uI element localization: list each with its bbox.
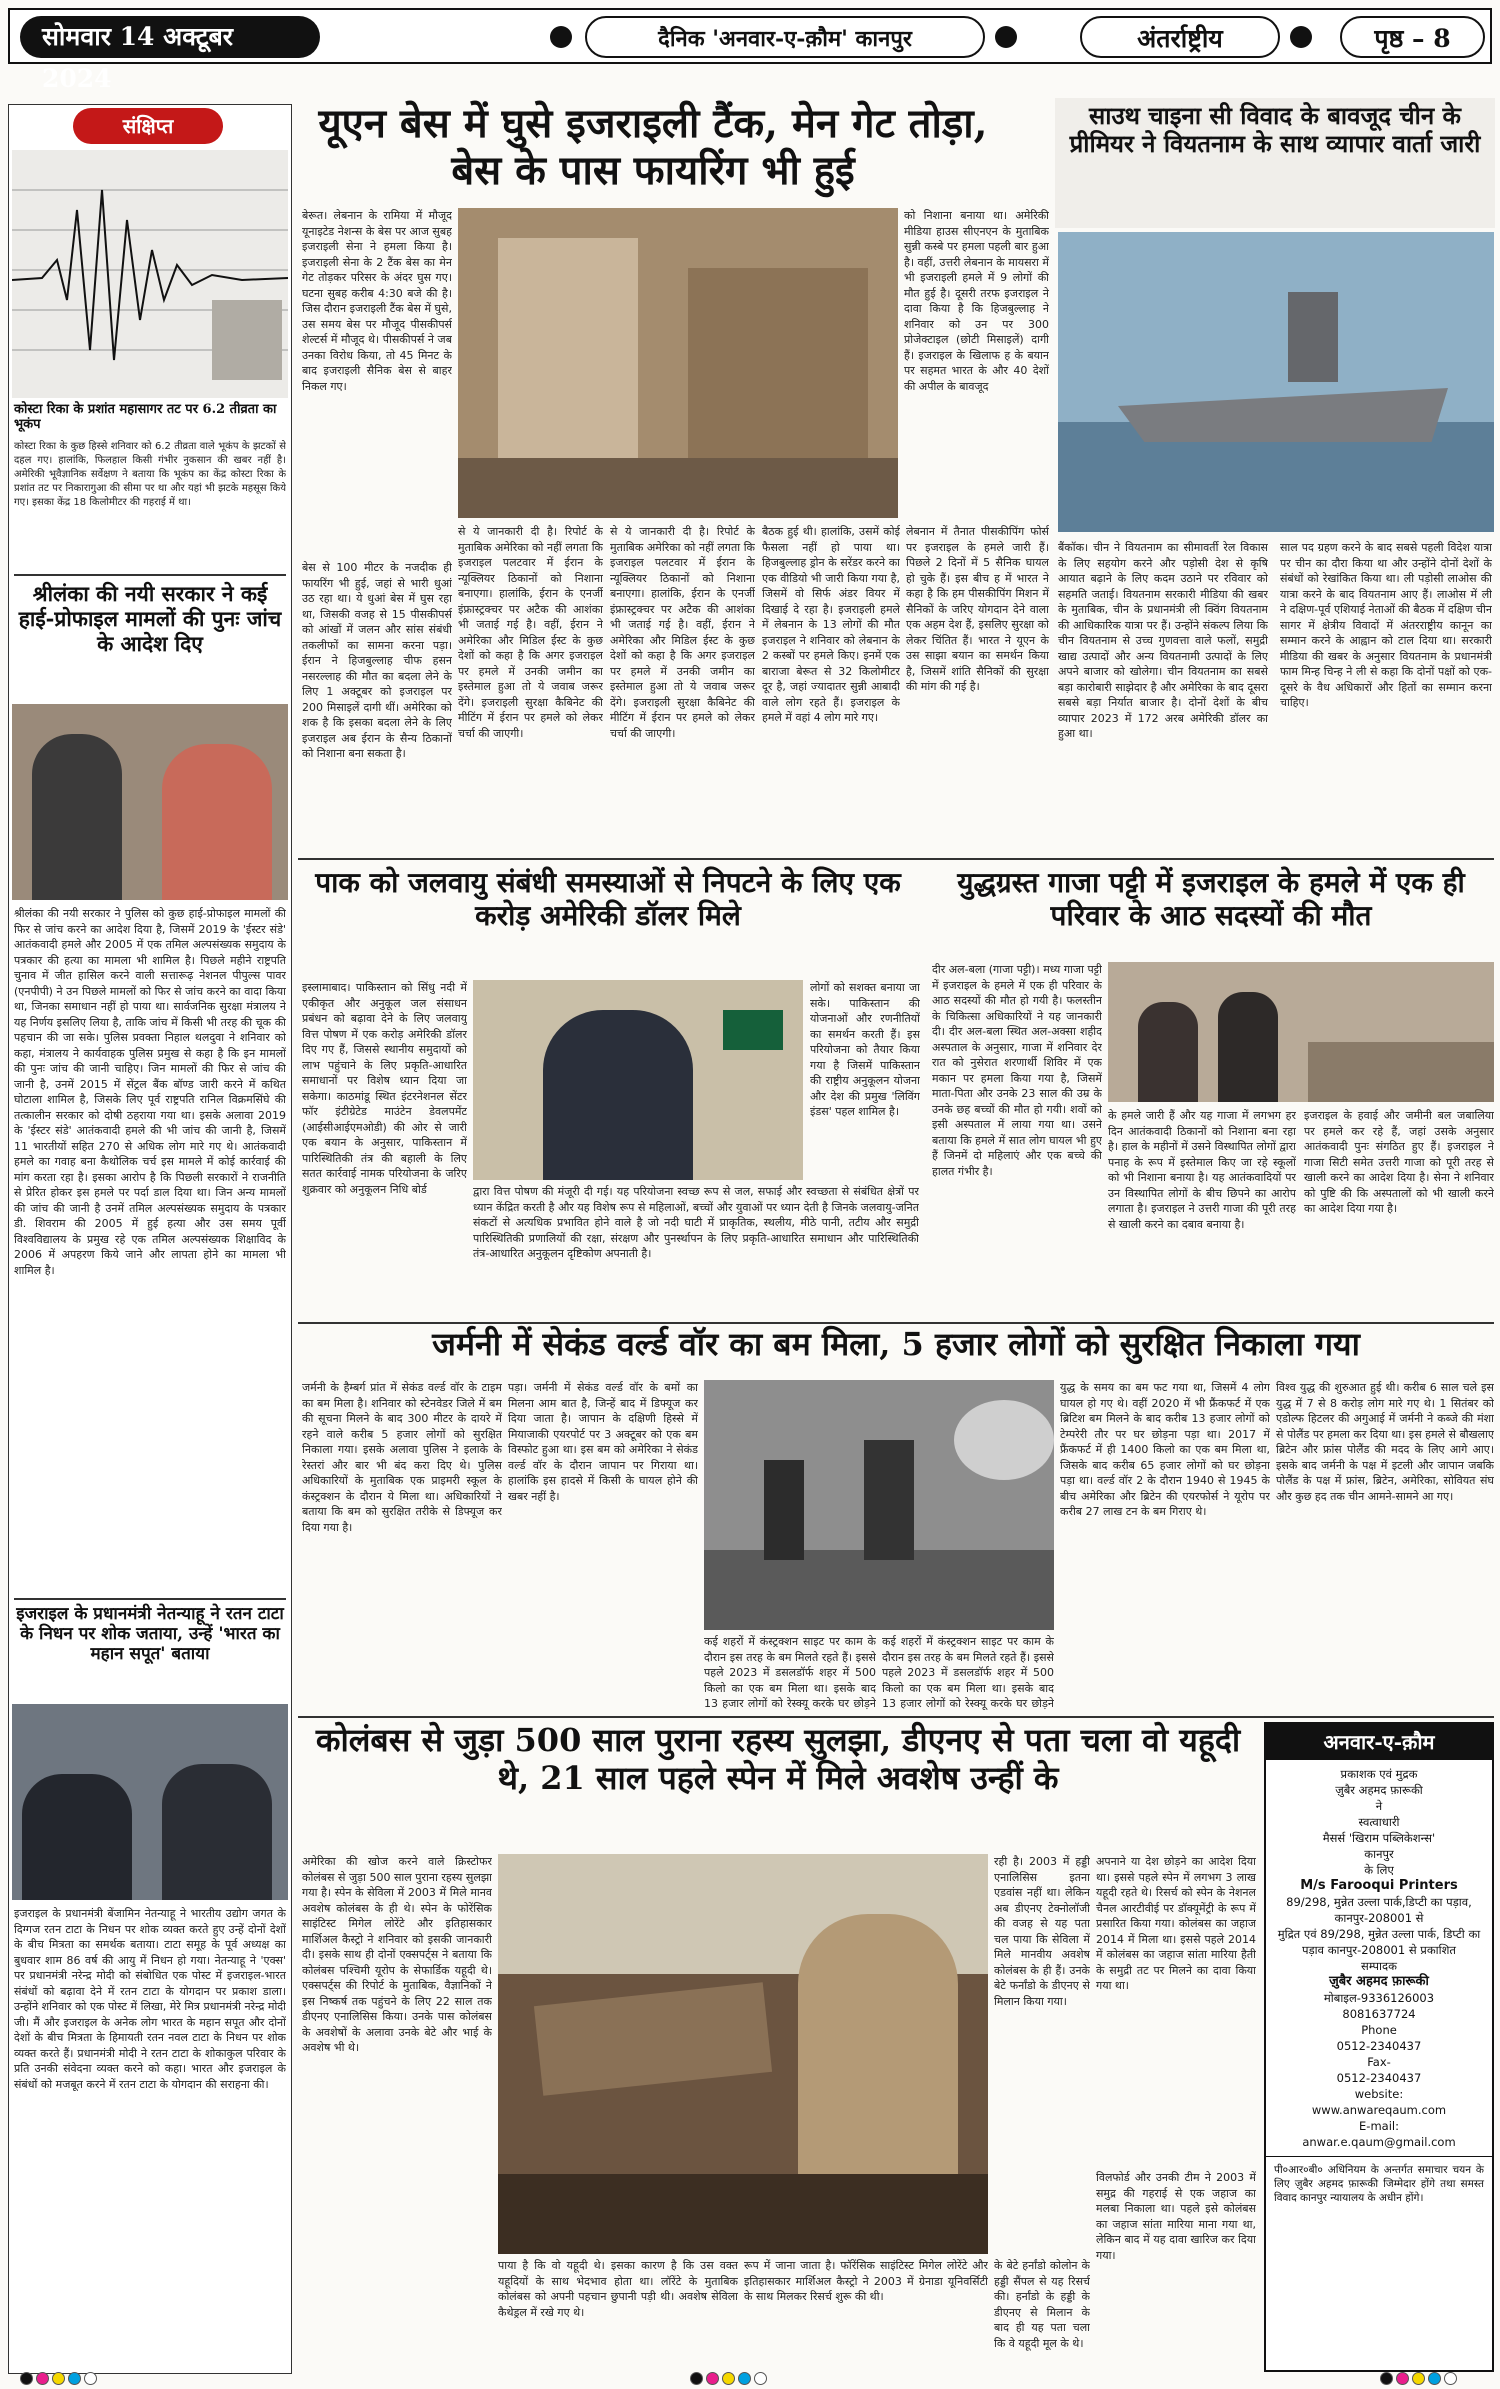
masthead-line: www.anwareqaum.com [1311, 2103, 1447, 2117]
divider [298, 1716, 1494, 1718]
columbus-headline: कोलंबस से जुड़ा 500 साल पुराना रहस्य सुलझा, डीएनए से पता चला वो यहूदी थे, 21 साल पहले स्पेन में मिले अवशेष उन्हीं के [315, 1721, 1241, 1797]
pak-col1: इस्लामाबाद। पाकिस्तान को सिंधु नदी में एकीकृत और अनुकूल जल संसाधन प्रबंधन को बढ़ावा देने के लिए जलवायु वित्त पोषण में एक करोड़ अमेरिकी डॉलर दिए गए हैं, जिससे स्थानीय समुदायों को लाभ पहुंचाने के लिए प्रकृति-आधारित समाधानों पर विशेष ध्यान दिया जा सकेगा। काठमांडू स्थित इंटरनेशनल सेंटर फॉर इंटीग्रेटेड माउंटेन डेवलपमेंट (आईसीआईएमओडी) की ओर से जारी एक बयान के अनुसार, पाकिस्तान में पारिस्थितिकी तंत्र की बहाली के लिए सतत कार्रवाई नामक परियोजना के जरिए शुक्रवार को अनुकूलन निधि बोर्ड [302, 981, 467, 1196]
germany-col2: पड़ा। जर्मनी में सेकंड वर्ल्ड वॉर के बमों का मिलना आम बात है, जिन्हें बाद में डिफ्यूज कर दिया जाता है। जापान के दक्षिणी हिस्से में मियाजाकी एयरपोर्ट पर 3 अक्टूबर को एक बम विस्फोट हुआ था। इस बम को अमेरिका ने सेकंड वर्ल्ड वॉर के दौरान जापान पर गिराया था। हालांकि इस हादसे में किसी के घायल होने की खबर नहीं है। [508, 1381, 698, 1503]
registration-dot-icon [690, 2372, 703, 2385]
header-page-number: पृष्ठ – 8 [1340, 16, 1485, 58]
divider [14, 574, 286, 576]
masthead-line: स्वत्वाधारी [1358, 1815, 1400, 1829]
sidebar-label: संक्षिप्त [73, 108, 223, 144]
pak-col3: द्वारा वित्त पोषण की मंजूरी दी गई। यह परियोजना स्वच्छ रूप से जल, सफाई और स्वच्छता से संबंधित क्षेत्रों पर ध्यान केंद्रित करती है और यह विशेष रूप से महिलाओं, बच्चों और युवाओं पर ध्यान देती है जिनके जलवायु-जनित संकटों से अत्यधिक प्रभावित होने वाले है जो नदी घाटी में प्राकृतिक, स्थलीय, मीठे पानी, तटीय और समुद्री पारिस्थितिकी प्रणालियों की रक्षा, संरक्षण और पुनर्स्थापन के लिए प्रकृति-आधारित समाधान और पारिस्थितिकी तंत्र-आधारित अनुकूलन दृष्टिकोण अपनाती है। [473, 1185, 919, 1260]
registration-dot-icon [1396, 2372, 1409, 2385]
pak-col2: लोगों को सशक्त बनाया जा सके। पाकिस्तान की योजनाओं और रणनीतियों का समर्थन करती हैं। इस परियोजना को तैयार किया गया है जिसमें पाकिस्तान की राष्ट्रीय अनुकूलन योजना और देश की प्रमुख 'लिविंग इंडस' पहल शामिल है। [810, 981, 920, 1118]
registration-dot-icon [68, 2372, 81, 2385]
registration-dots [1380, 2370, 1460, 2382]
masthead-line: मुद्रित एवं 89/298, मुन्नेत उल्ला पार्क, डिप्टी का पड़ाव कानपुर-208001 से प्रकाशित [1277, 1927, 1481, 1957]
lanka-photo [12, 704, 288, 900]
lanka-body: श्रीलंका की नयी सरकार ने पुलिस को कुछ हाई-प्रोफाइल मामलों की फिर से जांच करने का आदेश दिया है, जिसमें 2019 के 'ईस्टर संडे' आतंकवादी हमले और 2005 में एक तमिल अल्पसंख्यक समुदाय के पत्रकार की हत्या का मामला भी शामिल है। पिछले महीने राष्ट्रपति चुनाव में जीत हासिल करने वाली सत्तारूढ़ नेशनल पीपुल्स पावर (एनपीपी) ने उन पिछले मामलों को फिर से जांच करने का वादा किया था, जिनका समाधान नहीं हो पाया था। सार्वजनिक सुरक्षा मंत्रालय ने यह निर्णय इसलिए लिया है, ताकि जांच में किसी भी तरह की चूक की पहचान की जा सके। पुलिस प्रवक्ता निहाल थलदुवा ने शनिवार को कहा, मंत्रालय ने कार्यवाहक पुलिस प्रमुख से कहा है कि इन मामलों की पुनः जांच की जानी चाहिए। जिन मामलों की फिर से जांच की जानी है, उनमें 2015 में सेंट्रल बैंक बॉण्ड जारी करने में कथित घोटाला शामिल है, जिसके लिए पूर्व राष्ट्रपति रानिल विक्रमसिंघे की तत्कालीन सरकार को दोषी ठहराया गया था। इसके अलावा 2019 के 'ईस्टर संडे' आतंकवादी हमले की भी जांच की जानी है, जिसमें 11 भारतीयों सहित 270 से अधिक लोग मारे गए थे। आतंकवादी हमले का गवाह बना कैथोलिक चर्च इस मामले में कोई कार्रवाई की मांग करता रहा है। इसका आरोप है कि पिछली सरकारों ने राजनीति से प्रेरित होकर इस हमले पर पर्दा डाल दिया था। जिन अन्य मामलों की जांच की जानी है उनमें तमिल अल्पसंख्यक समुदाय के पत्रकार डी. शिवराम की 2005 में हुई हत्या और उस समय पूर्वी विश्वविद्यालय के प्रमुख रहे एक तमिल अल्पसंख्यक शिक्षाविद के 2006 में अपहरण किये जाने और लापता होने का मामला भी शामिल है। [14, 907, 286, 1277]
masthead-line: 8081637724 [1342, 2007, 1416, 2021]
registration-dot-icon [20, 2372, 33, 2385]
columbus-col3: अपनाने या देश छोड़ने का आदेश दिया था। इससे पहले स्पेन में लगभग 3 लाख यहूदी रहते थे। रिसर्च को स्पेन के नेशनल चैनल आरटीवीई पर डॉक्यूमेंट्री के रूप में प्रसारित किया गया। कोलंबस का जहाज 2014 में मिला था। इससे पहले 2014 में कोलंबस का जहाज सांता मारिया हैती के समुद्री तट पर मिलने का दावा किया गया था। [1096, 1855, 1256, 1992]
registration-dot-icon [754, 2372, 767, 2385]
germany-headline: जर्मनी में सेकंड वर्ल्ड वॉर का बम मिला, 5 हजार लोगों को सुरक्षित निकाला गया [432, 1325, 1360, 1363]
registration-marks-left [20, 2372, 140, 2384]
gaza-headline: युद्धग्रस्त गाजा पट्टी में इजराइल के हमले में एक ही परिवार के आठ सदस्यों की मौत [957, 866, 1465, 933]
masthead-line: मैसर्स 'खिराम पब्लिकेशन्स' [1322, 1831, 1436, 1845]
registration-dot-icon [36, 2372, 49, 2385]
gaza-photo [1108, 962, 1494, 1102]
registration-dot-icon [1412, 2372, 1425, 2385]
un-headline: यूएन बेस में घुसे इजराइली टैंक, मेन गेट तोड़ा, बेस के पास फायरिंग भी हुई [318, 100, 988, 195]
bullet-icon [550, 26, 572, 48]
divider [14, 1598, 286, 1600]
registration-dot-icon [52, 2372, 65, 2385]
masthead-line: anwar.e.qaum@gmail.com [1302, 2135, 1456, 2149]
pak-photo [473, 980, 803, 1180]
masthead-lines [1266, 1760, 1492, 2150]
bullet-icon [1290, 26, 1312, 48]
divider [298, 1322, 1494, 1324]
germany-col1: जर्मनी के हैम्बर्ग प्रांत में सेकंड वर्ल्ड वॉर के टाइम का बम मिला है। शनिवार को स्टेनवेडर जिले में बम की सूचना मिलने के बाद 300 मीटर के दायरे में रहने वाले करीब 5 हजार लोगों को सुरक्षित निकाला गया। इसके अलावा पुलिस ने इलाके के रेस्तरां और बार भी बंद करा दिए थे। पुलिस अधिकारियों के मुताबिक एक प्राइमरी स्कूल के कंस्ट्रक्शन के दौरान ये मिला था। अधिकारियों ने बताया कि बम को सुरक्षित तरीके से डिफ्यूज कर दिया गया है। [302, 1381, 502, 1534]
registration-marks-center [690, 2372, 810, 2384]
costa-title: कोस्टा रिका के प्रशांत महासागर तट पर 6.2 तीव्रता का भूकंप [14, 402, 277, 433]
columbus-col5: रूप में जाना जाता है। फॉरेंसिक साइंटिस्ट मिगेल लोरेंटे और इतिहासकार मार्शिअल कैस्ट्रो ने 2003 में ग्रेनाडा यूनिवर्सिटी के साथ मिलकर रिसर्च शुरू की थी। [744, 2259, 988, 2303]
un-photo [458, 208, 898, 518]
registration-dots [690, 2370, 770, 2382]
china-col2: साल पद ग्रहण करने के बाद सबसे पहली विदेश यात्रा पर चीन का दौरा किया था और उन्होंने दोनों देशों के संबंधों को रेखांकित किया था। ली पड़ोसी लाओस की यात्रा करने के बाद वियतनाम आए हैं। लाओस में ली ने दक्षिण-पूर्व एशियाई नेताओं की बैठक में दक्षिण चीन सागर में क्षेत्रीय विवादों में अंतरराष्ट्रीय कानून का सम्मान करने के आह्वान को टाल दिया था। सरकारी मीडिया की खबर के अनुसार वियतनाम के प्रधानमंत्री फाम मिन्ह चिन्ह ने ली से कहा कि दोनों पक्षों को एक-दूसरे के वैध अधिकारों और हितों का सम्मान करना चाहिए। [1280, 541, 1492, 709]
lanka-title: श्रीलंका की नयी सरकार ने कई हाई-प्रोफाइल मामलों की पुनः जांच के आदेश दिए [18, 581, 282, 656]
masthead-line: 0512-2340437 [1336, 2071, 1422, 2085]
seismograph-icon [12, 150, 288, 398]
registration-dot-icon [84, 2372, 97, 2385]
un-col4: को निशाना बनाया था। अमेरिकी मीडिया हाउस सीएनएन के मुताबिक सुन्नी कस्बे पर हमला पहली बार हुआ है। वहीं, उत्तरी लेबनान के मायसरा में भी इजराइली हमले में 9 लोगों की मौत हुई है। दूसरी तरफ इजराइल ने दावा किया है कि हिजबुल्लाह ने शनिवार को उन पर 300 प्रोजेक्टाइल (छोटी मिसाइलें) दागी हैं। इजराइल के खिलाफ ह के बयान पर सहमत भारत के और 40 देशों की अपील के बावजूद [904, 209, 1049, 393]
masthead-line: 0512-2340437 [1336, 2039, 1422, 2053]
china-photo [1058, 232, 1494, 532]
tata-body: इजराइल के प्रधानमंत्री बेंजामिन नेतन्याहू ने भारतीय उद्योग जगत के दिग्गज रतन टाटा के निधन पर शोक व्यक्त करते हुए उन्हें दोनों देशों के बीच मित्रता का समर्थक बताया। टाटा समूह के पूर्व अध्यक्ष का बुधवार शाम 86 वर्ष की आयु में निधन हो गया। नेतन्याहू ने 'एक्स' पर प्रधानमंत्री नरेन्द्र मोदी को संबोधित एक पोस्ट में इजराइल-भारत संबंधों को बढ़ावा देने में रतन टाटा के योगदान पर प्रकाश डाला। उन्होंने शनिवार को एक पोस्ट में लिखा, मेरे मित्र प्रधानमंत्री नरेन्द्र मोदी जी। मैं और इजराइल के अनेक लोग भारत के महान सपूत और दोनों देशों के बीच मित्रता के हिमायती रतन नवल टाटा के निधन पर शोक व्यक्त करते हैं। प्रधानमंत्री मोदी ने रतन टाटा के शोकाकुल परिवार के प्रति उनकी संवेदना व्यक्त करने को कहा। भारत और इजराइल के संबंधों को मजबूत करने में रतन टाटा के योगदान की सराहना की। [14, 1907, 286, 2091]
un-col3: बैठक हुई थी। हालांकि, उसमें कोई फैसला नहीं हो पाया था। हिजबुल्लाह ड्रोन के सरेंडर करने का एक वीडियो भी जारी किया गया है, जिसमें वो सिर्फ अंडर वियर में दिखाई दे रहा है। इजराइली हमले में लेबनान के 13 लोगों की मौत इजराइल ने शनिवार को लेबनान के 2 कस्बों पर हमले किए। इनमें एक बाराजा बेरूत से 32 किलोमीटर दूर है, जहां ज्यादातर सुन्नी आबादी वाले लोग रहते हैं। इजराइल के हमले में वहां 4 लोग मारे गए। [762, 525, 900, 724]
columbus-col6: के बेटे हर्नांडो कोलोन के हड्डी सैंपल से यह रिसर्च की। हर्नांडो के हड्डी के डीएनए से मिलान के बाद ही यह पता चला कि वे यहूदी मूल के थे। [994, 2259, 1090, 2350]
masthead-line: प्रकाशक एवं मुद्रक [1340, 1767, 1418, 1781]
masthead-line: E-mail: [1359, 2119, 1399, 2133]
registration-marks-right [1380, 2372, 1500, 2384]
registration-dot-icon [1444, 2372, 1457, 2385]
header-paper-name: दैनिक 'अनवार-ए-क़ौम' कानपुर [585, 16, 985, 58]
header-section: अंतर्राष्ट्रीय [1080, 16, 1280, 58]
masthead-line: website: [1354, 2087, 1404, 2101]
masthead-note: पी०आर०बी० अधिनियम के अन्तर्गत समाचार चयन के लिए ज़ुबैर अहमद फ़ारूकी जिम्मेदार होंगे तथा समस्त विवाद कानपुर न्यायालय के अधीन होंगे। [1266, 2156, 1492, 2205]
masthead-line: सम्पादक [1361, 1959, 1397, 1973]
gaza-col1: दीर अल-बला (गाजा पट्टी)। मध्य गाजा पट्टी में इजराइल के हमले में एक ही परिवार के आठ सदस्यों की मौत हो गयी है। फलस्तीन के चिकित्सा अधिकारियों ने यह जानकारी दी। दीर अल-बला स्थित अल-अक्सा शहीद अस्पताल के अनुसार, गाजा में शनिवार देर रात को नुसेरात शरणार्थी शिविर में एक मकान पर हमला किया गया है, जिसमें माता-पिता और उनके 23 साल की उम्र के उनके छह बच्चों की मौत हो गयी। शवों को इसी अस्पताल में लाया गया था। उसने बताया कि हमले में सात लोग घायल भी हुए हैं जिनमें दो महिलाएं और एक बच्चे की हालत गंभीर है। [932, 963, 1102, 1178]
registration-dot-icon [706, 2372, 719, 2385]
un-col2b: से ये जानकारी दी है। रिपोर्ट के मुताबिक अमेरिका को नहीं लगता कि इजराइल पलटवार में ईरान के न्यूक्लियर ठिकानों को निशाना बनाएगा। हालांकि, ईरान के एनर्जी इंफ्रास्ट्रक्चर पर अटैक की आशंका भी जताई गई है। वहीं, ईरान ने अमेरिका और मिडिल ईस्ट के कुछ देशों को कहा है कि अगर इजराइल पर हमले में उनकी जमीन का इस्तेमाल हुआ तो ये जवाब जरूर देंगे। इजराइली सुरक्षा कैबिनेट की मीटिंग में ईरान पर हमले को लेकर चर्चा की जाएगी। [610, 525, 755, 740]
tata-title: इजराइल के प्रधानमंत्री नेतन्याहू ने रतन टाटा के निधन पर शोक जताया, उन्हें 'भारत का महान सपूत' बताया [16, 1604, 284, 1665]
china-col1: बैंकॉक। चीन ने वियतनाम का सीमावर्ती रेल विकास के लिए सहयोग करने और पड़ोसी देश से कृषि आयात बढ़ाने के लिए कदम उठाने पर रविवार को सहमति जताई। वियतनाम सरकारी मीडिया की खबर के मुताबिक, चीन के प्रधानमंत्री ली क्विंग वियतनाम की आधिकारिक यात्रा पर हैं। उन्होंने संकल्प लिया कि चीन वियतनाम से उच्च गुणवत्ता वाले फलों, समुद्री खाद्य उत्पादों और अन्य वियतनामी उत्पादों के लिए अपने बाजार को खोलेगा। चीन वियतनाम का सबसे बड़ा कारोबारी साझेदार है और अमेरिका के बाद दूसरा सबसे बड़ा निर्यात बाजार है। दोनों देशों के बीच व्यापार 2023 में 172 अरब अमेरिकी डॉलर का हुआ था। [1058, 541, 1268, 740]
masthead-title: अनवार-ए-क़ौम [1266, 1724, 1492, 1760]
germany-col3b: कई शहरों में कंस्ट्रक्शन साइट पर काम के दौरान इस तरह के बम मिलते रहते हैं। इससे पहले 2023 में डसलडॉर्फ शहर में 500 किलो का एक बम मिला था। इसके बाद 13 हजार लोगों को रेस्क्यू करके घर छोड़ने [882, 1635, 1054, 1710]
divider [298, 858, 1494, 860]
tata-photo [12, 1704, 288, 1900]
germany-col3: कई शहरों में कंस्ट्रक्शन साइट पर काम के दौरान इस तरह के बम मिलते रहते हैं। इससे पहले 2023 में डसलडॉर्फ शहर में 500 किलो का एक बम मिला था। इसके बाद 13 हजार लोगों को रेस्क्यू करके घर छोड़ने [704, 1635, 876, 1710]
masthead-line: M/s Farooqui Printers [1300, 1878, 1458, 1893]
masthead-line: Fax- [1367, 2055, 1391, 2069]
seismograph-photo [12, 150, 288, 398]
masthead-line: ज़ुबैर अहमद फ़ारूकी [1329, 1974, 1429, 1989]
un-col2: से ये जानकारी दी है। रिपोर्ट के मुताबिक अमेरिका को नहीं लगता कि इजराइल पलटवार में ईरान के न्यूक्लियर ठिकानों को निशाना बनाएगा। हालांकि, ईरान के एनर्जी इंफ्रास्ट्रक्चर पर अटैक की आशंका भी जताई गई है। वहीं, ईरान ने अमेरिका और मिडिल ईस्ट के कुछ देशों को कहा है कि अगर इजराइल पर हमले में उनकी जमीन का इस्तेमाल हुआ तो ये जवाब जरूर देंगे। इजराइली सुरक्षा कैबिनेट की मीटिंग में ईरान पर हमले को लेकर चर्चा की जाएगी। [458, 525, 603, 740]
un-col1: बेरूत। लेबनान के रामिया में मौजूद यूनाइटेड नेशन्स के बेस पर आज सुबह इजराइली सेना ने हमला किया है। इजराइली सेना के 2 टैंक बेस का मेन गेट तोड़कर परिसर के अंदर घुस गए। घटना सुबह करीब 4:30 बजे की है। जिस दौरान इजराइली टैंक बेस में घुसे, उस समय बेस पर मौजूद पीसकीपर्स शेल्टर्स में मौजूद थे। पीसकीपर्स ने जब उनका विरोध किया, तो 45 मिनट के बाद इजराइली सैनिक बेस से बाहर निकल गए। [302, 209, 452, 393]
masthead-line: के लिए [1364, 1863, 1394, 1877]
germany-col4: युद्ध के समय का बम फट गया था, जिसमें 4 लोग घायल हो गए थे। वहीं 2020 में भी फ्रैंकफर्ट में एक ब्रिटिश बम मिलने के बाद करीब 13 हजार लोगों को टेम्परेरी तौर पर घर छोड़ना पड़ा था। 2017 में फ्रैंकफर्ट में ही 1400 किलो का एक बम मिला था, जिसके बाद करीब 65 हजार लोगों को घर छोड़ना पड़ा था। वर्ल्ड वॉर 2 के दौरान 1940 से 1945 के बीच अमेरिका और ब्रिटेन की एयरफोर्स ने यूरोप पर करीब 27 लाख टन के बम गिराए थे। [1060, 1381, 1270, 1518]
registration-dot-icon [1428, 2372, 1441, 2385]
china-headline: साउथ चाइना सी विवाद के बावजूद चीन के प्रीमियर ने वियतनाम के साथ व्यापार वार्ता जारी [1069, 101, 1481, 159]
bullet-icon [995, 26, 1017, 48]
masthead-box [1264, 1722, 1494, 2372]
columbus-col2: रही है। 2003 में हड्डी एनालिसिस इतना एडवांस नहीं था। लेकिन अब डीएनए टेक्नोलॉजी की वजह से यह पता चल पाया कि सेविला में मिले मानवीय अवशेष कोलंबस के ही हैं। उनके बेटे फर्नांडो के डीएनए से मिलान किया गया। [994, 1855, 1090, 2008]
columbus-col7: विलफोर्ड और उनकी टीम ने 2003 में समुद्र की गहराई से एक जहाज का मलबा निकाला था। पहले इसे कोलंबस का जहाज सांता मारिया माना गया था, लेकिन बाद में यह दावा खारिज कर दिया गया। [1096, 2171, 1256, 2262]
un-col4b: लेबनान में तैनात पीसकीपिंग फोर्स पर इजराइल के हमले जारी हैं। पिछले 2 दिनों में 5 सैनिक घायल हो चुके हैं। इस बीच ह में भारत ने कहा है कि हम पीसकीपिंग मिशन में सैनिकों के जरिए योगदान देने वाला एक अहम देश हैं, इसलिए सुरक्षा को लेकर चिंतित हैं। भारत ने यूएन के उस साझा बयान का समर्थन किया है, जिसमें शांति सैनिकों की सुरक्षा की मांग की गई है। [906, 525, 1049, 693]
germany-col5: विश्व युद्ध की शुरुआत हुई थी। करीब 6 साल चले इस युद्ध में 7 से 8 करोड़ लोग मारे गए थे। 1 सितंबर को एडोल्फ हिटलर की अगुआई में जर्मनी ने कब्जे की मंशा से पोलैंड पर हमला कर दिया था। इस हमले से बौखलाए ब्रिटेन और फ्रांस पोलैंड की मदद के लिए आगे आए। इसके बाद जर्मनी के पक्ष में इटली और जापान जबकि पोलैंड के पक्ष में फ्रांस, ब्रिटेन, अमेरिका, सोवियत संघ और कुछ हद तक चीन आमने-सामने आ गए। [1276, 1381, 1494, 1503]
columbus-col4: पाया है कि वो यहूदी थे। इसका कारण है कि उस वक्त यहूदियों के साथ भेदभाव होता था। लॉरेंटे के मुताबिक कोलंबस को अपनी पहचान छुपानी पड़ी थी। अवशेष सेविला कैथेड्रल में रखे गए थे। [498, 2259, 738, 2319]
germany-photo [704, 1380, 1054, 1630]
masthead-line: मोबाइल-9336126003 [1323, 1991, 1435, 2005]
masthead-line: 89/298, मुन्नेत उल्ला पार्क,डिप्टी का पड़ाव, कानपुर-208001 से [1286, 1895, 1472, 1925]
pak-headline: पाक को जलवायु संबंधी समस्याओं से निपटने के लिए एक करोड़ अमेरिकी डॉलर मिले [315, 866, 901, 933]
gaza-col2: के हमले जारी हैं और यह गाजा में लगभग हर दिन आतंकवादी ठिकानों को निशाना बना रहा है। हाल के महीनों में उसने विस्थापित लोगों द्वारा पनाह के रूप में इस्तेमाल किए जा रहे स्कूलों को भी निशाना बनाया है। यह आतंकवादियों पर उन विस्थापित लोगों के बीच छिपने का आरोप लगाता है। इजराइल ने उत्तरी गाजा की पूरी तरह से खाली करने का दबाव बनाया है। [1108, 1109, 1296, 1231]
page-header [8, 8, 1492, 93]
columbus-photo [498, 1854, 988, 2254]
masthead-line: Phone [1361, 2023, 1397, 2037]
masthead-line: कानपुर [1364, 1847, 1394, 1861]
header-date: सोमवार 14 अक्टूबर 2024 [20, 16, 320, 58]
registration-dot-icon [1380, 2372, 1393, 2385]
registration-dot-icon [722, 2372, 735, 2385]
registration-dot-icon [738, 2372, 751, 2385]
masthead-line: ने [1375, 1799, 1383, 1813]
costa-body: कोस्टा रिका के कुछ हिस्से शनिवार को 6.2 तीव्रता वाले भूकंप के झटकों से दहल गए। हालांकि, फिलहाल किसी गंभीर नुकसान की खबर नहीं है। अमेरिकी भूवैज्ञानिक सर्वेक्षण ने बताया कि भूकंप का केंद्र कोस्टा रिका के प्रशांत तट पर निकारागुआ की सीमा पर था और यहां भी झटके महसूस किये गए। इसका केंद्र 18 किलोमीटर की गहराई में था। [14, 441, 286, 508]
un-col1b: बेस से 100 मीटर के नजदीक ही फायरिंग भी हुई, जहां से भारी धुआं उठ रहा था। ये धुआं बेस में घुस रहा था, जिसकी वजह से 15 पीसकीपर्स को आंखों में जलन और सांस संबंधी तकलीफों का सामना करना पड़ा। ईरान ने हिजबुल्लाह चीफ हसन नसरल्लाह की मौत का बदला लेने के लिए 1 अक्टूबर को इजराइल पर 200 मिसाइलें दागी थीं। अमेरिका को शक है कि इसका बदला लेने के लिए इजराइल अब ईरान के सैन्य ठिकानों को निशाना बना सकता है। [302, 561, 452, 760]
gaza-col3: इजराइल के हवाई और जमीनी बल जबालिया पर हमले कर रहे हैं, जहां उसके अनुसार आतंकवादी पुनः संगठित हुए हैं। इजराइल ने गाजा सिटी समेत उत्तरी गाजा को पूरी तरह से खाली करने का आदेश दिया है। सेना ने शनिवार को पुष्टि की कि अस्पतालों को भी खाली करने का आदेश दिया गया है। [1304, 1109, 1494, 1215]
registration-dots [20, 2370, 100, 2382]
masthead-line: ज़ुबैर अहमद फ़ारूकी [1335, 1783, 1423, 1797]
columbus-col1: अमेरिका की खोज करने वाले क्रिस्टोफर कोलंबस से जुड़ा 500 साल पुराना रहस्य सुलझा गया है। स्पेन के सेविला में 2003 में मिले मानव अवशेष कोलंबस के ही थे। स्पेन के फोरेंसिक साइंटिस्ट मिगेल लोरेंटे और इतिहासकार मार्शिअल कैस्ट्रो ने शनिवार को इसकी जानकारी दी। इसके साथ ही दोनों एक्सपर्ट्स ने बताया कि कोलंबस पश्चिमी यूरोप के सेफार्डिक यहूदी थे। एक्सपर्ट्स की रिपोर्ट के मुताबिक, वैज्ञानिकों ने इस निष्कर्ष तक पहुंचने के लिए 22 साल तक डीएनए एनालिसिस किया। उनके पास कोलंबस के अवशेषों के अलावा उनके बेटे और भाई के अवशेष भी थे। [302, 1855, 492, 2054]
